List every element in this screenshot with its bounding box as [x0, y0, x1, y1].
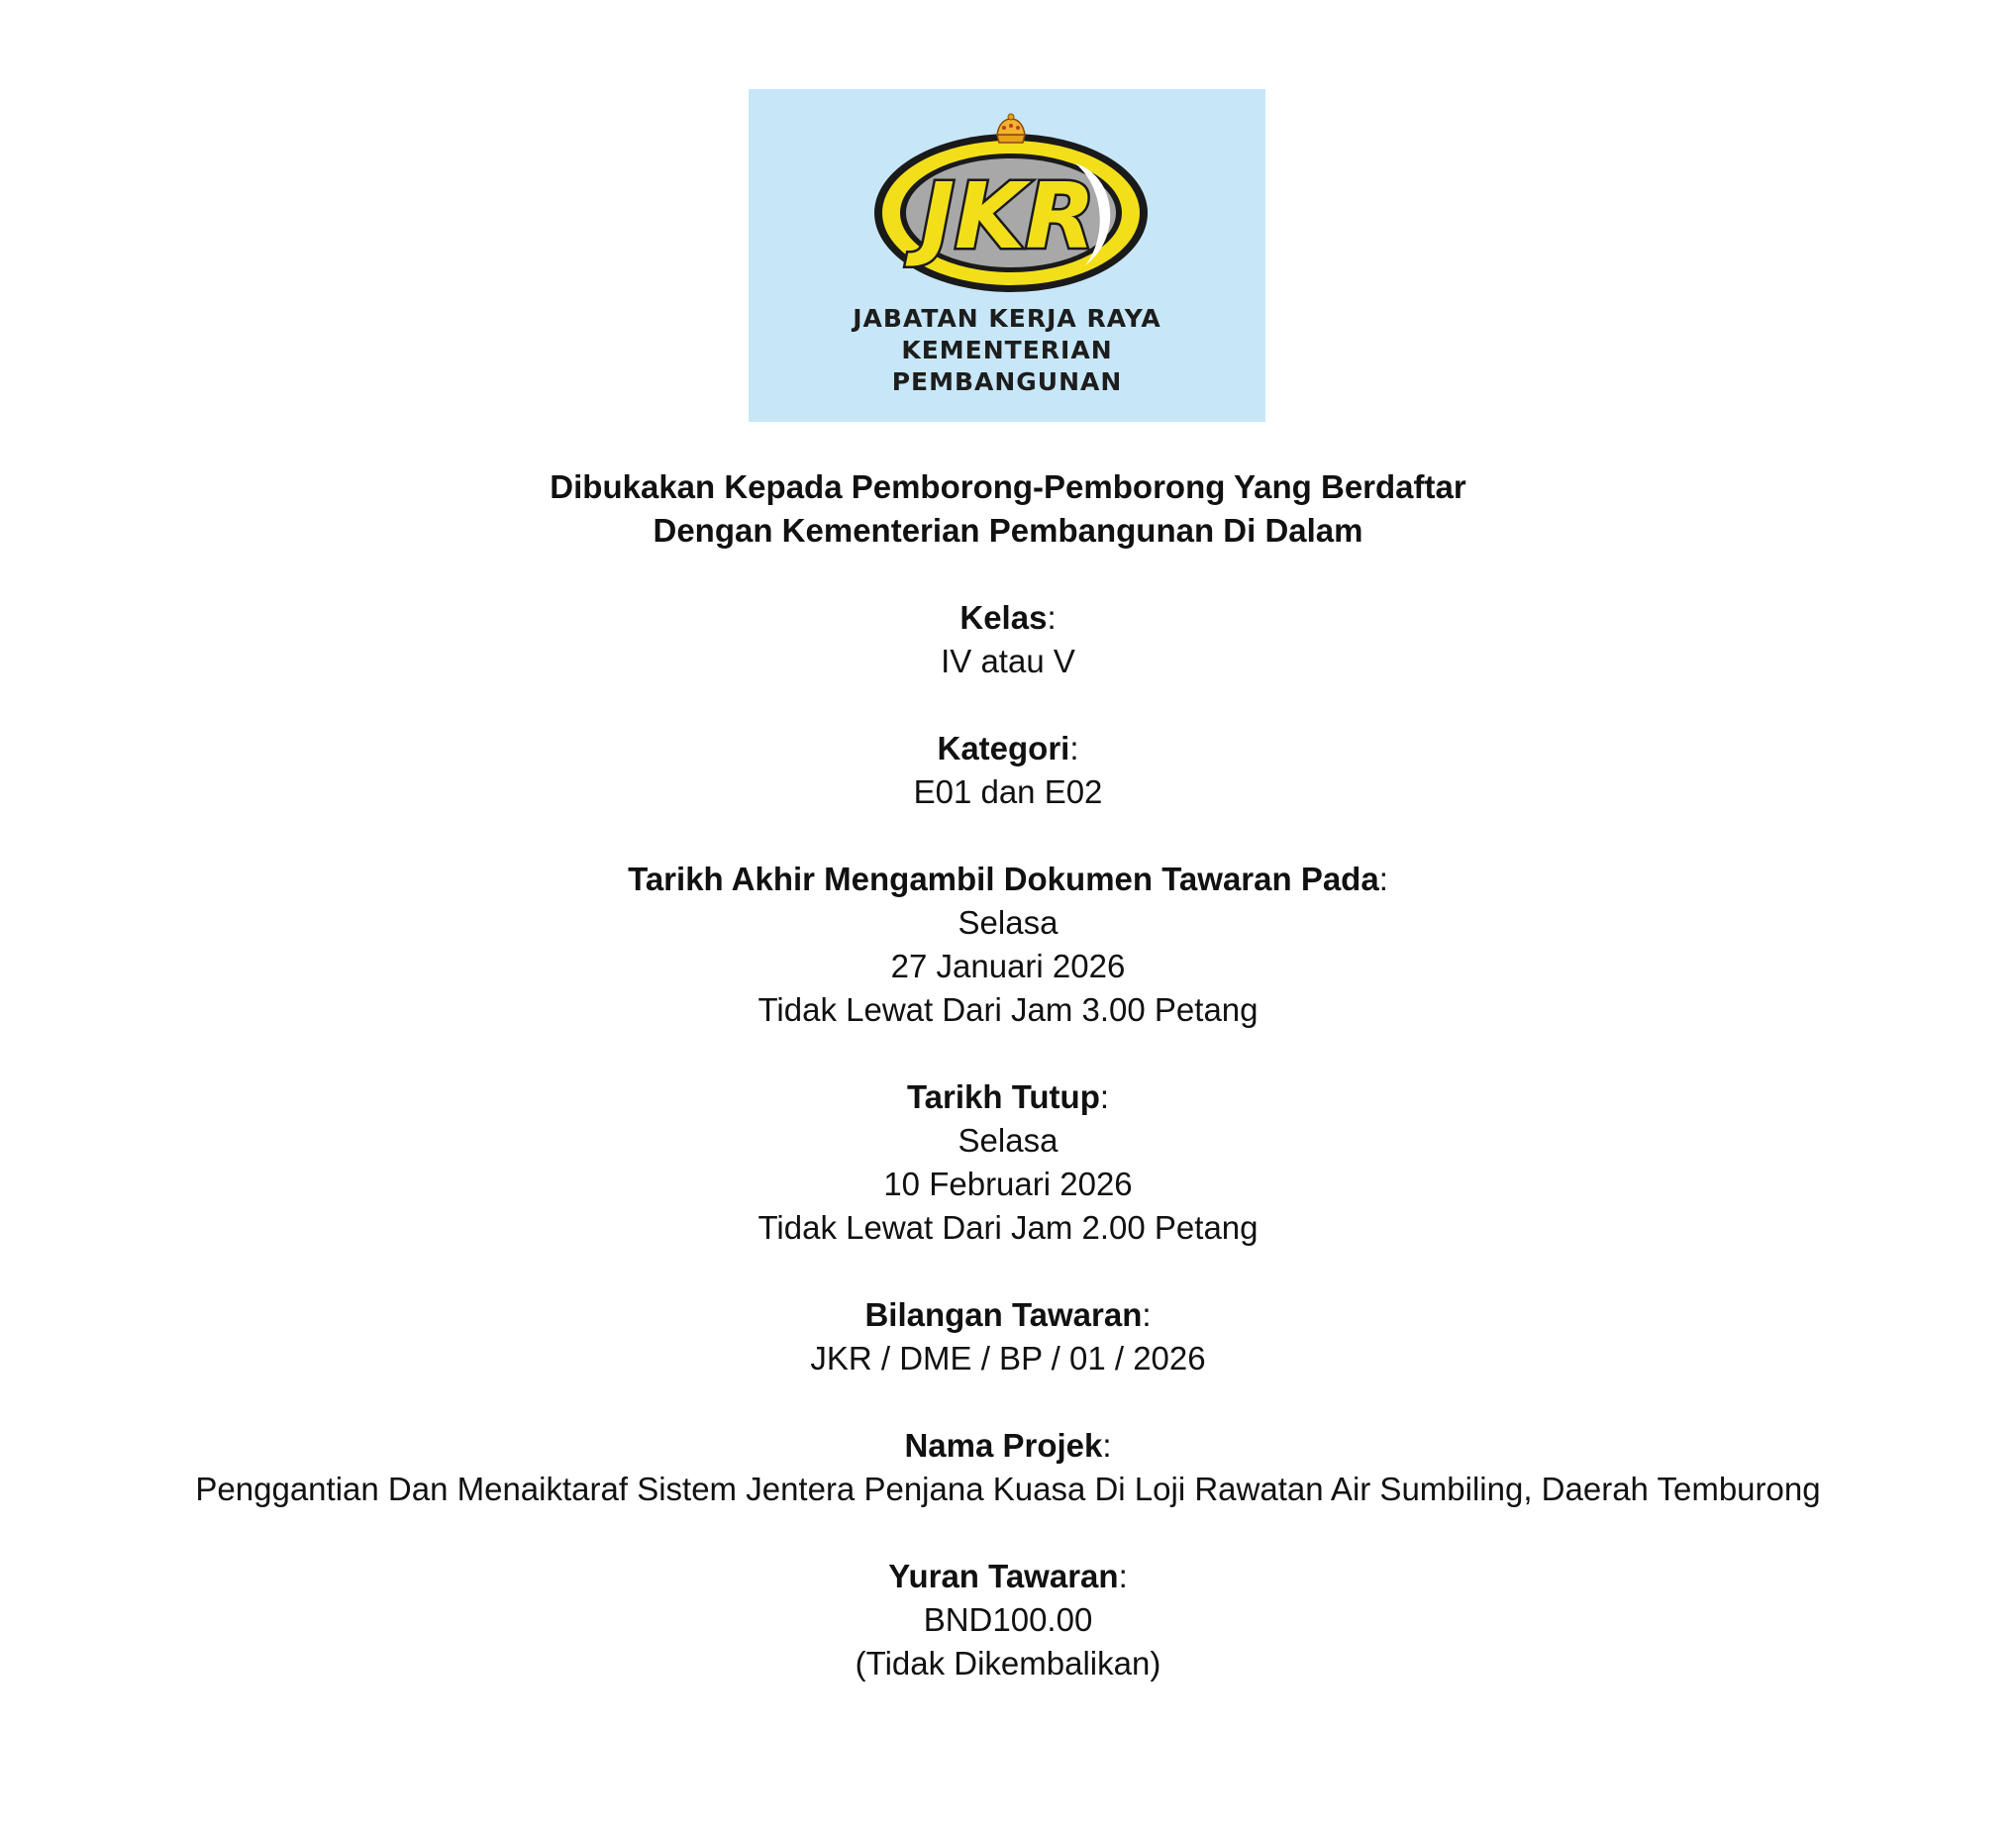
- kategori-heading: [0, 727, 2016, 770]
- kategori-value: E01 dan E02: [913, 773, 1103, 810]
- kelas-value: IV atau V: [941, 643, 1075, 679]
- logo-text-line1: JABATAN KERJA RAYA: [853, 304, 1161, 333]
- projek-value: Penggantian Dan Menaiktaraf Sistem Jentera Penjana Kuasa Di Loji Rawatan Air Sumbiling, Daerah Temburong: [195, 1471, 1821, 1507]
- tarikh-akhir-day: Selasa: [958, 904, 1058, 941]
- tarikh-tutup-date: 10 Februari 2026: [883, 1166, 1133, 1202]
- tarikh-akhir-label: Tarikh Akhir Mengambil Dokumen Tawaran Pada: [628, 861, 1379, 897]
- kelas-label: Kelas: [959, 599, 1048, 636]
- colon: :: [1099, 1078, 1110, 1115]
- logo-text-line3: PEMBANGUNAN: [891, 367, 1123, 396]
- colon: :: [1142, 1296, 1152, 1333]
- intro-line1: Dibukakan Kepada Pemborong-Pemborong Yang Berdaftar: [550, 468, 1466, 505]
- colon: :: [1118, 1558, 1128, 1594]
- tarikh-tutup-time: Tidak Lewat Dari Jam 2.00 Petang: [757, 1209, 1259, 1246]
- projek-label: Nama Projek: [904, 1427, 1103, 1464]
- bilangan-label: Bilangan Tawaran: [864, 1296, 1143, 1333]
- tarikh-akhir-date: 27 Januari 2026: [890, 948, 1126, 984]
- colon: :: [1069, 730, 1079, 766]
- jkr-logo: [749, 89, 1265, 422]
- tarikh-akhir-heading: [0, 858, 2016, 901]
- tarikh-tutup-heading: [0, 1075, 2016, 1119]
- colon: :: [1047, 599, 1057, 636]
- crown-icon: [997, 114, 1025, 143]
- tarikh-akhir-time: Tidak Lewat Dari Jam 3.00 Petang: [757, 991, 1259, 1028]
- yuran-note: (Tidak Dikembalikan): [855, 1645, 1161, 1682]
- tarikh-tutup-label: Tarikh Tutup: [906, 1078, 1100, 1115]
- bilangan-heading: [0, 1293, 2016, 1337]
- kategori-label: Kategori: [937, 730, 1070, 766]
- colon: :: [1102, 1427, 1112, 1464]
- projek-heading: [0, 1424, 2016, 1468]
- colon: :: [1378, 861, 1388, 897]
- yuran-heading: [0, 1555, 2016, 1598]
- logo-text-line2: KEMENTERIAN: [901, 336, 1113, 364]
- tarikh-tutup-day: Selasa: [958, 1122, 1058, 1159]
- tender-notice: [0, 465, 2016, 1685]
- kelas-heading: [0, 596, 2016, 640]
- yuran-label: Yuran Tawaran: [888, 1558, 1119, 1594]
- logo-initials: JKR: [920, 163, 1096, 269]
- intro-line2: Dengan Kementerian Pembangunan Di Dalam: [653, 512, 1363, 549]
- bilangan-value: JKR / DME / BP / 01 / 2026: [810, 1340, 1206, 1376]
- yuran-value: BND100.00: [923, 1601, 1093, 1638]
